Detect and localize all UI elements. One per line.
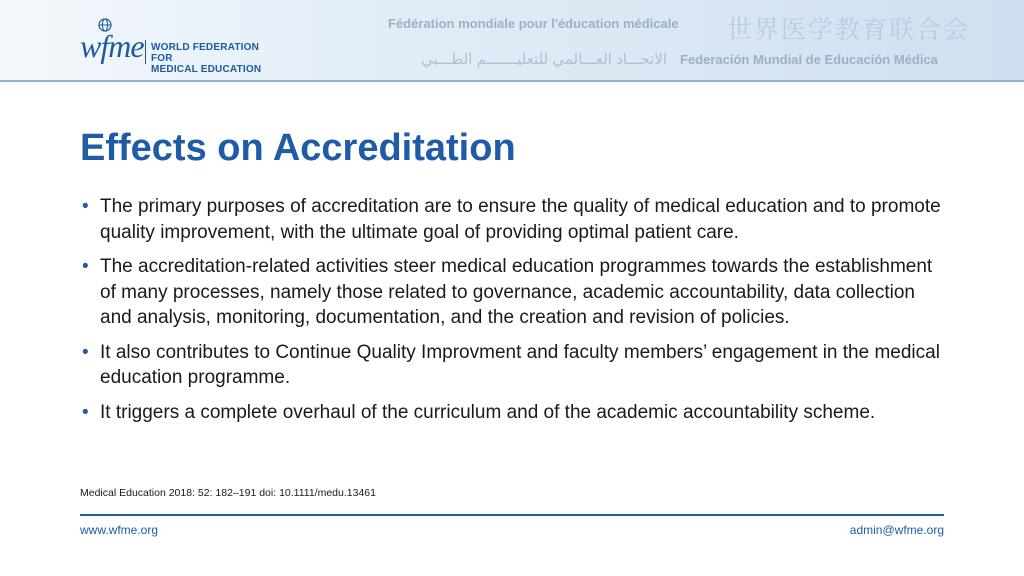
citation: Medical Education 2018: 52: 182–191 doi: 10.1111/medu.13461 bbox=[80, 487, 376, 499]
bullet-dot-icon: • bbox=[82, 256, 89, 277]
org-name-line2: MEDICAL EDUCATION bbox=[151, 64, 262, 75]
header-name-french: Fédération mondiale pour l'éducation médicale bbox=[388, 16, 679, 31]
logo-divider bbox=[145, 40, 146, 64]
bullet-text: It also contributes to Continue Quality Improvment and faculty members’ engagement in the medical education programme. bbox=[100, 341, 940, 388]
slide-title: Effects on Accreditation bbox=[80, 127, 516, 169]
bullet-item bbox=[80, 340, 950, 391]
bullet-dot-icon: • bbox=[82, 401, 89, 423]
bullet-list bbox=[80, 194, 950, 434]
bullet-item bbox=[80, 400, 950, 426]
bullet-text: The accreditation-related activities steer medical education programmes towards the establishment of many processes, namely those related to governance, academic accountability, data collection and analysis, monitoring, documentation, and the creation and revision of policies. bbox=[100, 256, 933, 328]
bullet-dot-icon: • bbox=[82, 341, 89, 363]
header-banner bbox=[0, 0, 1024, 82]
email-link[interactable]: admin@wfme.org bbox=[849, 523, 944, 537]
footer-divider bbox=[80, 514, 944, 516]
logo-wordmark: wfme bbox=[80, 28, 144, 64]
header-name-spanish: Federación Mundial de Educación Médica bbox=[680, 52, 938, 67]
header-name-arabic: الاتحـــاد العـــالمي للتعليـــــــم الطـــبي bbox=[421, 51, 667, 68]
bullet-text: It triggers a complete overhaul of the curriculum and of the academic accountability scheme. bbox=[100, 401, 876, 423]
bullet-item bbox=[80, 254, 950, 331]
wfme-logo[interactable] bbox=[78, 18, 278, 75]
bullet-dot-icon: • bbox=[82, 196, 89, 217]
org-name bbox=[151, 42, 278, 75]
bullet-item bbox=[80, 194, 950, 245]
org-name-line1: WORLD FEDERATION FOR bbox=[151, 42, 260, 64]
website-link[interactable]: www.wfme.org bbox=[80, 523, 159, 537]
logo-mark bbox=[78, 18, 142, 70]
header-name-chinese: 世界医学教育联合会 bbox=[727, 16, 971, 44]
bullet-text: The primary purposes of accreditation are to ensure the quality of medical education and to promote quality improvement, with the ultimate goal of providing optimal patient care. bbox=[100, 196, 941, 243]
